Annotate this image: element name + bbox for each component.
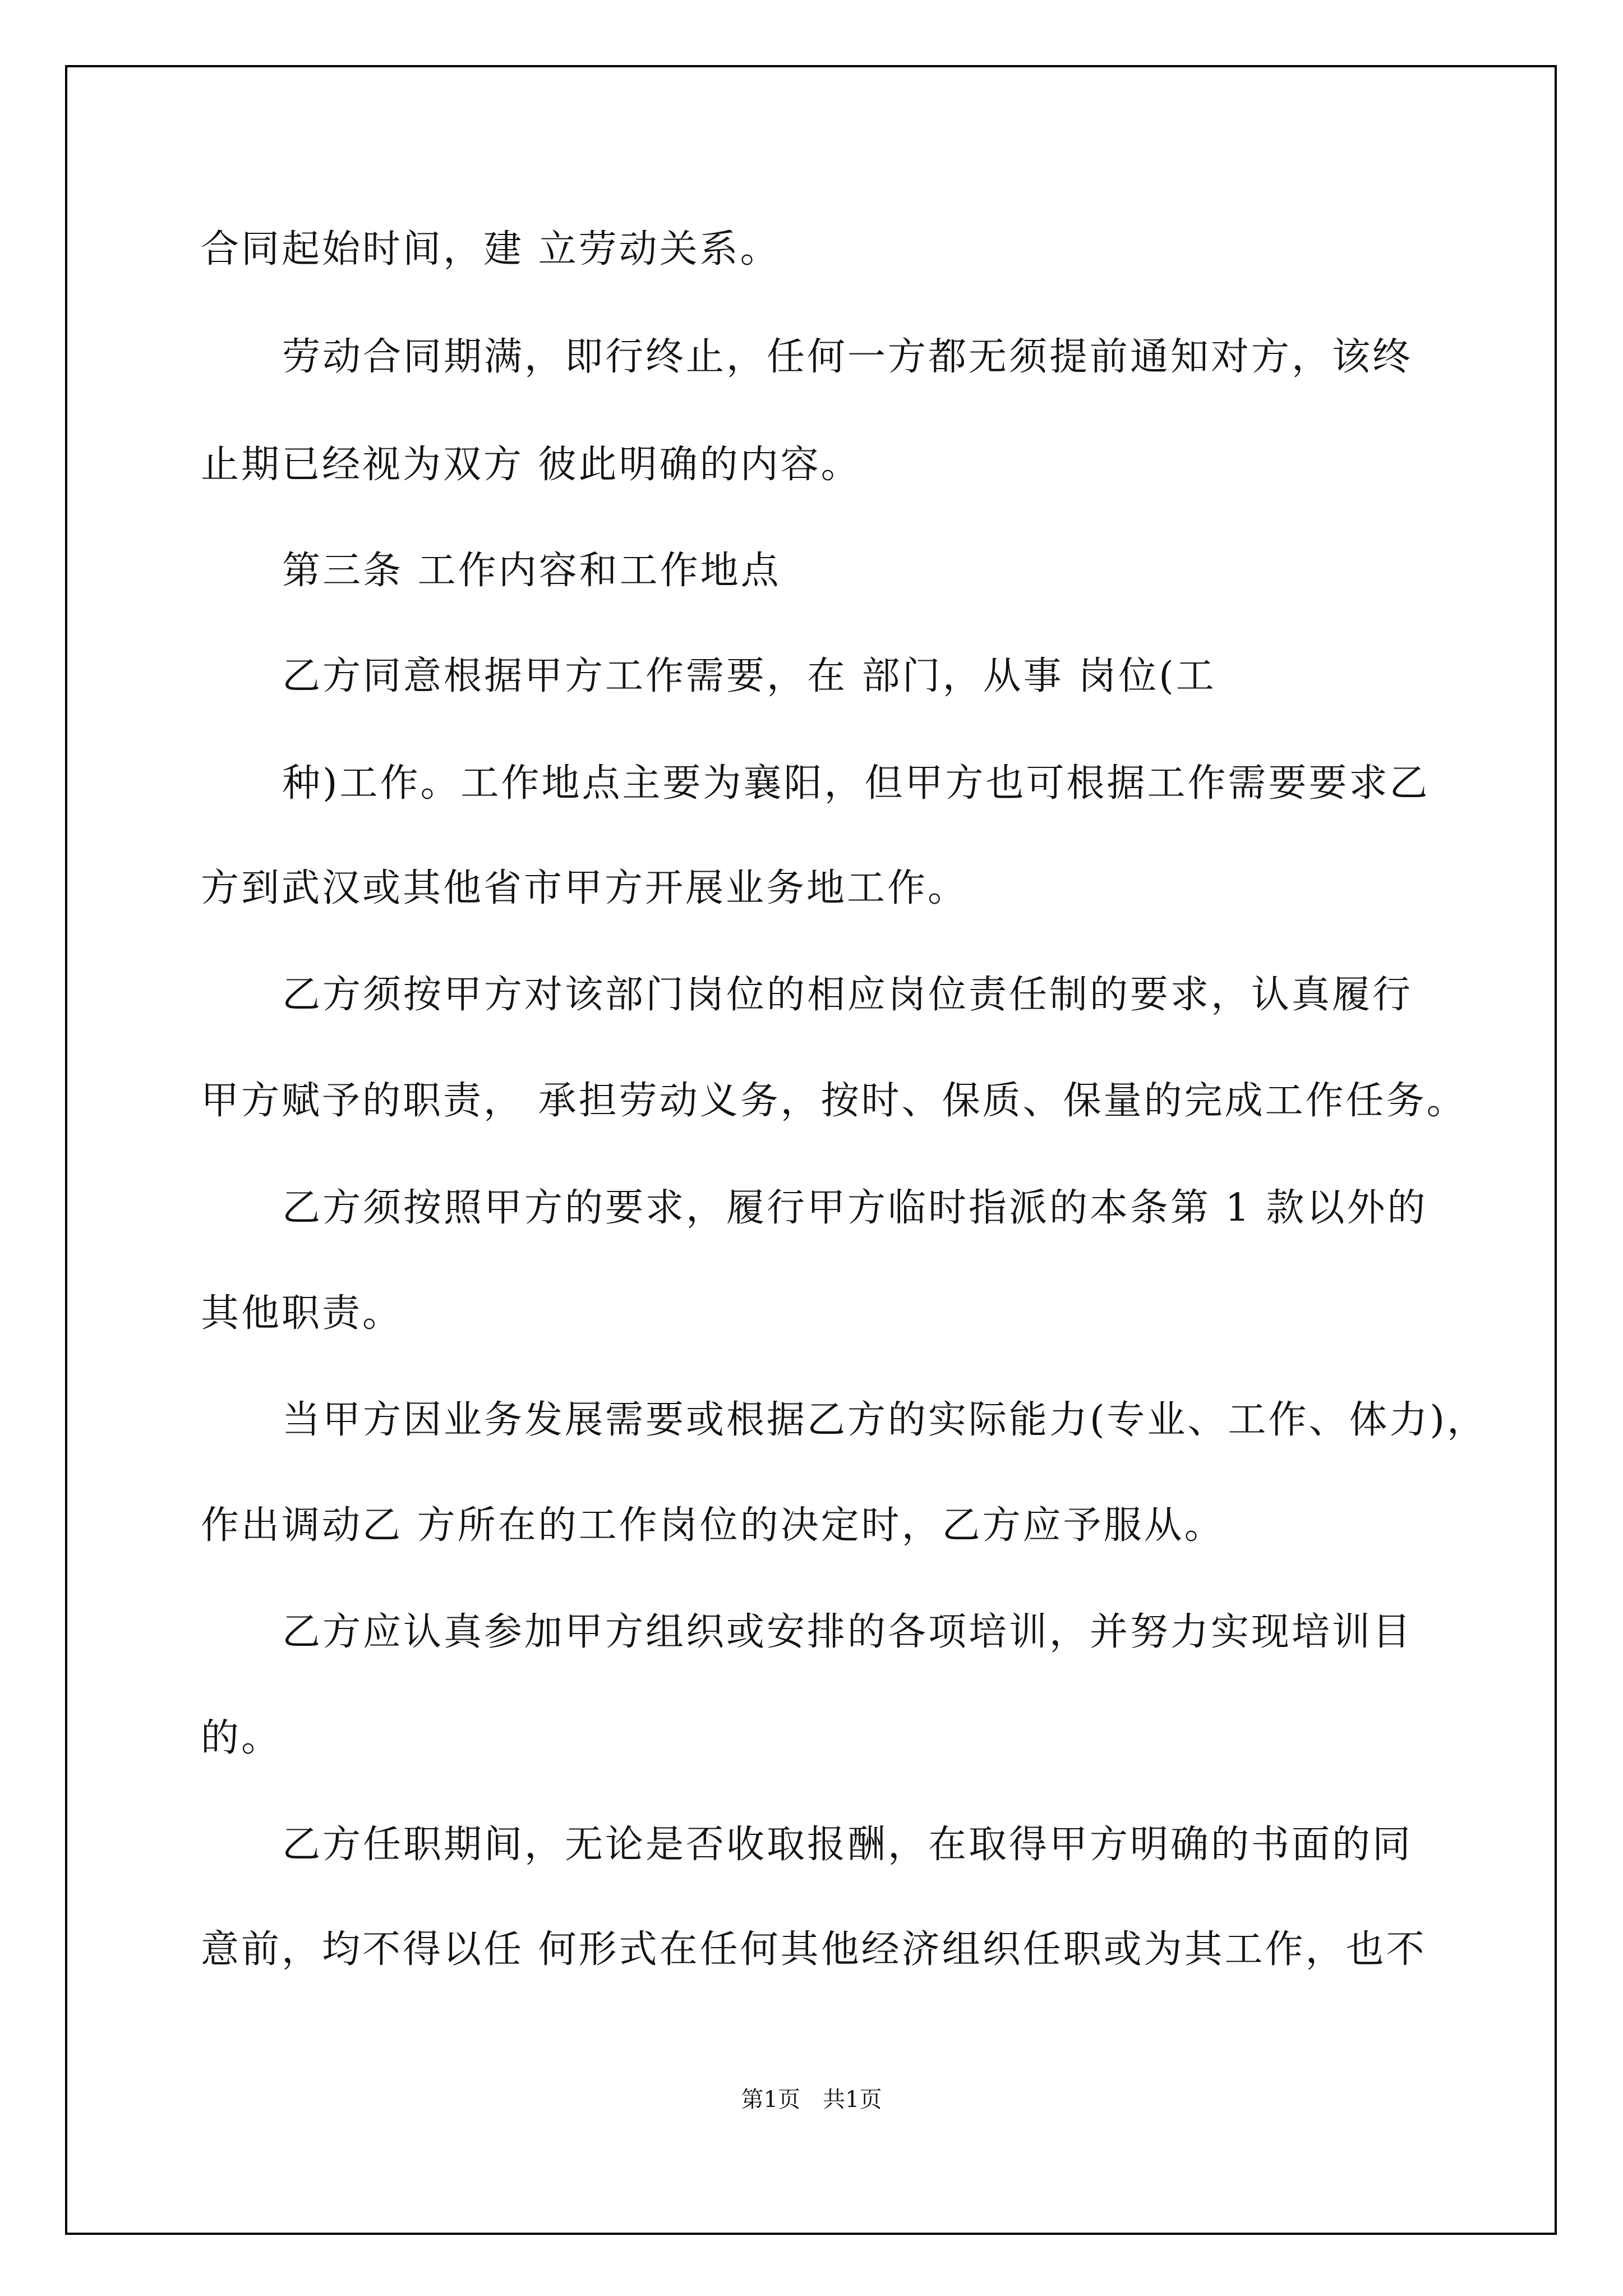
body-line-5: 乙方同意根据甲方工作需要，在 部门，从事 岗位(工 xyxy=(282,654,1216,698)
body-line-2: 劳动合同期满，即行终止，任何一方都无须提前通知对方，该终 xyxy=(282,335,1413,379)
body-line-8: 乙方须按甲方对该部门岗位的相应岗位责任制的要求，认真履行 xyxy=(282,973,1413,1017)
body-line-1: 合同起始时间，建 立劳动关系。 xyxy=(201,227,781,272)
body-line-9: 甲方赋予的职责， 承担劳动义务，按时、保质、保量的完成工作任务。 xyxy=(201,1079,1467,1123)
body-line-3: 止期已经视为双方 彼此明确的内容。 xyxy=(201,443,861,487)
body-line-7: 方到武汉或其他省市甲方开展业务地工作。 xyxy=(201,866,969,910)
body-line-17: 意前，均不得以任 何形式在任何其他经济组织任职或为其工作，也不 xyxy=(201,1927,1427,1972)
page-number-footer: 第1页 共1页 xyxy=(741,2087,882,2113)
body-line-16: 乙方任职期间，无论是否收取报酬，在取得甲方明确的书面的同 xyxy=(282,1823,1413,1867)
article-heading: 第三条 工作内容和工作地点 xyxy=(282,549,781,593)
page-border xyxy=(65,65,1557,2235)
body-line-15: 的。 xyxy=(201,1716,282,1760)
body-line-14: 乙方应认真参加甲方组织或安排的各项培训，并努力实现培训目 xyxy=(282,1610,1413,1654)
body-line-6: 种)工作。工作地点主要为襄阳，但甲方也可根据工作需要要求乙 xyxy=(282,761,1430,806)
body-line-13: 作出调动乙 方所在的工作岗位的决定时，乙方应予服从。 xyxy=(201,1503,1225,1548)
body-line-11: 其他职责。 xyxy=(201,1291,403,1336)
body-line-10: 乙方须按照甲方的要求，履行甲方临时指派的本条第 1 款以外的 xyxy=(282,1186,1428,1230)
body-line-12: 当甲方因业务发展需要或根据乙方的实际能力(专业、工作、体力)， xyxy=(282,1398,1488,1442)
